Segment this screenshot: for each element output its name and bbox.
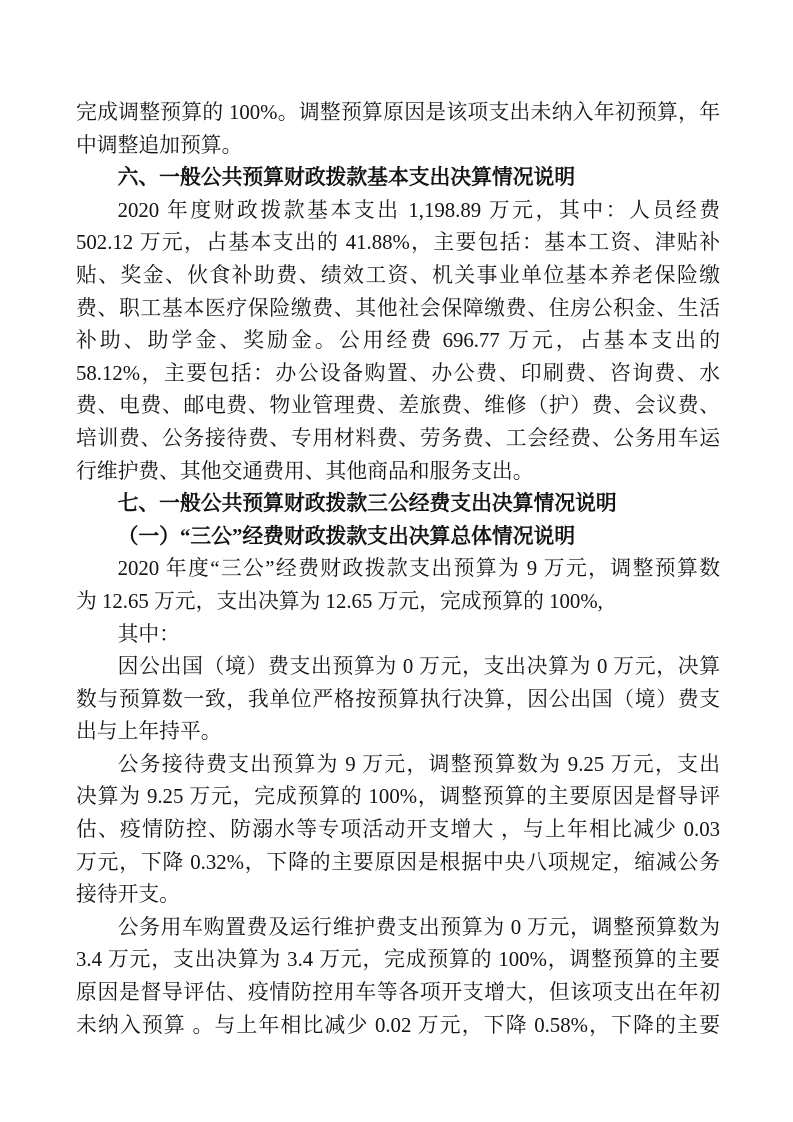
section-heading: 六、一般公共预算财政拨款基本支出决算情况说明 <box>117 166 576 190</box>
document-body <box>76 97 720 1042</box>
text-line: 决算为 9.25 万元，完成预算的 100%，调整预算的主要原因是督导评 <box>76 785 720 809</box>
reception-paragraph <box>76 749 720 912</box>
subsection-1 <box>76 521 720 1043</box>
text-line: 因公出国（境）费支出预算为 0 万元，支出决算为 0 万元，决算 <box>117 655 720 679</box>
text-line: 费、职工基本医疗保险缴费、其他社会保障缴费、住房公积金、生活 <box>76 296 720 320</box>
text-line: 出与上年持平。 <box>76 720 222 744</box>
text-line: 贴、奖金、伙食补助费、绩效工资、机关事业单位基本养老保险缴 <box>76 263 720 287</box>
text-line: 接待开支。 <box>76 883 180 907</box>
text-line: 估、疫情防控、防溺水等专项活动开支增大 ，与上年相比减少 0.03 <box>76 818 720 842</box>
section-heading: 七、一般公共预算财政拨款三公经费支出决算情况说明 <box>117 492 617 516</box>
text-line: 3.4 万元，支出决算为 3.4 万元，完成预算的 100%，调整预算的主要 <box>76 948 720 972</box>
text-line: 2020 年度“三公”经费财政拨款支出预算为 9 万元，调整预算数 <box>117 557 720 581</box>
summary-paragraph <box>76 553 720 618</box>
overseas-paragraph <box>76 651 720 749</box>
text-line: 原因是督导评估、疫情防控用车等各项开支增大，但该项支出在年初 <box>76 981 720 1005</box>
text-line: 为 12.65 万元，支出决算为 12.65 万元，完成预算的 100%, <box>76 589 603 613</box>
text-line: 万元，下降 0.32%，下降的主要原因是根据中央八项规定，缩减公务 <box>76 850 720 874</box>
subsection-heading: （一）“三公”经费财政拨款支出决算总体情况说明 <box>117 524 576 548</box>
vehicle-paragraph <box>76 912 720 1042</box>
paragraph <box>76 195 720 488</box>
section-6 <box>76 162 720 488</box>
text-line: 58.12%，主要包括：办公设备购置、办公费、印刷费、咨询费、水 <box>76 361 720 385</box>
text-line: 行维护费、其他交通费用、其他商品和服务支出。 <box>76 459 534 483</box>
text-line: 未纳入预算 。与上年相比减少 0.02 万元，下降 0.58%，下降的主要 <box>76 1013 720 1037</box>
text-line: 费、电费、邮电费、物业管理费、差旅费、维修（护）费、会议费、 <box>76 394 720 418</box>
text-line: 数与预算数一致，我单位严格按预算执行决算，因公出国（境）费支 <box>76 687 720 711</box>
among-label: 其中： <box>117 622 180 646</box>
text-line: 2020 年度财政拨款基本支出 1,198.89 万元，其中：人员经费 <box>117 198 720 222</box>
text-line: 培训费、公务接待费、专用材料费、劳务费、工会经费、公务用车运 <box>76 426 720 450</box>
text-line: 完成调整预算的 100%。调整预算原因是该项支出未纳入年初预算，年 <box>76 101 720 124</box>
text-line: 中调整追加预算。 <box>76 133 243 157</box>
section-7 <box>76 488 720 1042</box>
text-line: 补助、助学金、奖励金。公用经费 696.77 万元，占基本支出的 <box>76 329 720 353</box>
text-line: 公务用车购置费及运行维护费支出预算为 0 万元，调整预算数为 <box>117 915 720 939</box>
continuation-paragraph <box>76 97 720 162</box>
text-line: 502.12 万元，占基本支出的 41.88%，主要包括：基本工资、津贴补 <box>76 231 720 255</box>
text-line: 公务接待费支出预算为 9 万元，调整预算数为 9.25 万元，支出 <box>117 752 720 776</box>
